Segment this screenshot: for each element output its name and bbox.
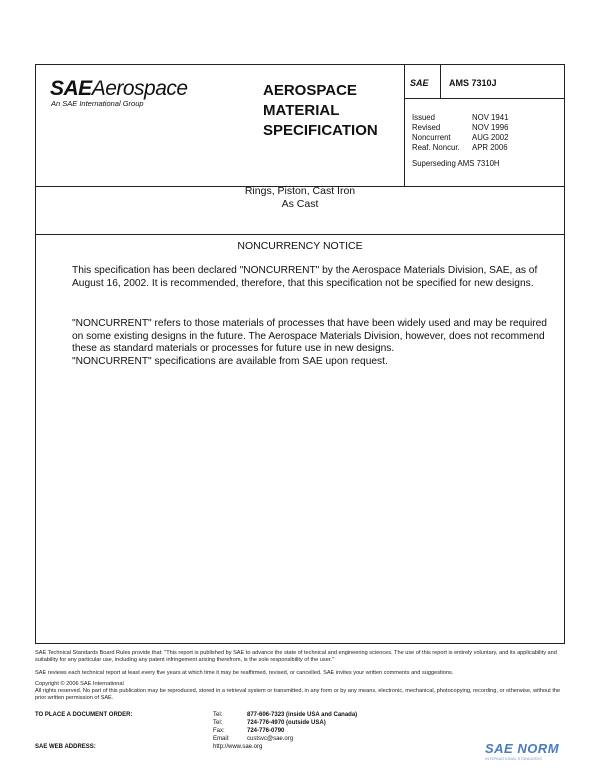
ams-box-bottom — [404, 98, 564, 99]
notice-title: NONCURRENCY NOTICE — [237, 240, 363, 252]
web-label: SAE WEB ADDRESS: — [35, 744, 96, 750]
notice-paragraph-2-availability: "NONCURRENT" specifications are available from SAE upon request. — [72, 355, 388, 367]
footer-copyright: Copyright © 2006 SAE International — [35, 681, 124, 687]
header-vertical-divider — [404, 65, 405, 186]
watermark-text: SAE NORM — [485, 741, 560, 756]
spec-heading-line3: SPECIFICATION — [263, 122, 378, 139]
logo-sae-text: SAE — [50, 77, 92, 100]
date-row: Revised NOV 1996 — [412, 123, 509, 132]
spec-heading-line1: AEROSPACE — [263, 82, 357, 99]
notice-paragraph-2-body: "NONCURRENT" refers to those materials of processes that have been widely used and may be required on some existing designs in the future. The Aerospace Materials Division, however, does not recommend these as standard materials or processes for future use in new designs. — [72, 318, 547, 354]
date-row: Issued NOV 1941 — [412, 113, 509, 122]
document-title — [35, 185, 565, 211]
order-label: TO PLACE A DOCUMENT ORDER: — [35, 712, 133, 718]
email-link[interactable]: custsvc@sae.org — [247, 736, 294, 742]
footer-rights: All rights reserved. No part of this publication may be reproduced, stored in a retrieval system or transmitted, in any form or by any means, electronic, mechanical, photocopying, recording, or otherwise, without the prior written permission of SAE. — [35, 688, 561, 702]
superseding-note: Superseding AMS 7310H — [412, 159, 500, 168]
footer-rules: SAE Technical Standards Board Rules provide that: "This report is published by SAE to advance the state of technical and engineering sciences. The use of this report is entirely voluntary, and its applicability and suitability for any particular use, including any patent infringement arising therefrom, is the sole responsibility of the user." — [35, 650, 557, 664]
contact-block: TO PLACE A DOCUMENT ORDER: Tel: 877-606-7323 (inside USA and Canada) Tel: 724-776-4970 (outside USA) Fax: 724-776-0790 Email: custsvc@sae.org SAE WEB ADDRESS: http://www.sae.org — [35, 712, 358, 750]
revision-dates — [412, 113, 508, 153]
phone-intl[interactable]: 724-776-4970 (outside USA) — [247, 720, 326, 726]
fax-number: 724-776-0790 — [247, 728, 285, 734]
ams-number: AMS 7310J — [449, 78, 497, 88]
spec-heading — [263, 81, 403, 141]
web-link[interactable]: http://www.sae.org — [213, 744, 263, 750]
sae-aerospace-logo — [50, 77, 188, 101]
watermark-subtext: INTERNATIONAL STANDARDS — [485, 756, 543, 761]
logo-aerospace-text: Aerospace — [91, 77, 188, 100]
sae-mark: SAE — [410, 78, 429, 88]
document-title-line1: Rings, Piston, Cast Iron — [244, 185, 356, 197]
spec-heading-line2: MATERIAL — [263, 102, 340, 119]
phone-us[interactable]: 877-606-7323 (inside USA and Canada) — [247, 712, 358, 718]
notice-paragraph-1: This specification has been declared "NONCURRENT" by the Aerospace Materials Division, SAE, as of August 16, 2002. It is recommended, therefore, that this specification not be specified for new designs. — [72, 265, 538, 289]
ams-box-divider — [440, 65, 441, 98]
footer-copyright-block — [35, 681, 565, 703]
logo-subtitle: An SAE International Group — [51, 99, 144, 108]
date-row: Noncurrent AUG 2002 — [412, 133, 509, 142]
notice-paragraph-2 — [72, 318, 550, 368]
footer-review: SAE reviews each technical report at least every five years at which time it may be reaffirmed, revised, or cancelled. SAE invites your written comments and suggestions. — [35, 670, 454, 676]
title-divider — [36, 234, 564, 235]
date-row: Reaf. Noncur. APR 2006 — [412, 143, 508, 152]
document-title-line2: As Cast — [281, 198, 319, 210]
sae-norm-watermark — [485, 741, 560, 761]
